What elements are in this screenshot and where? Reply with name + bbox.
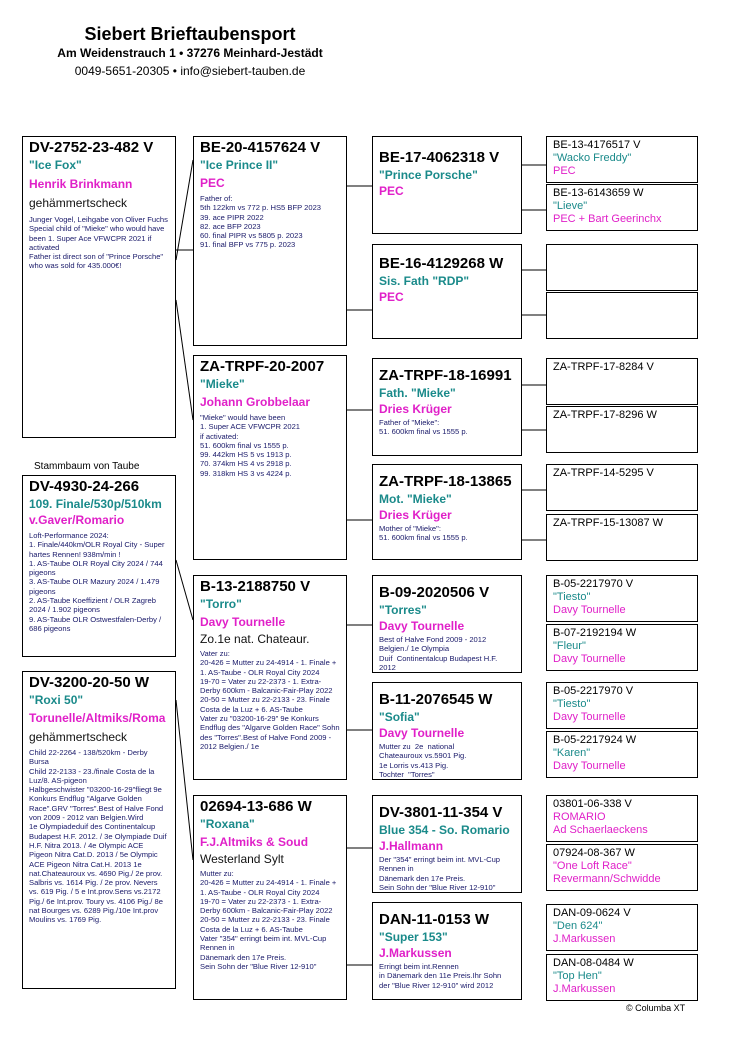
note-line: Sein Sohn der "Blue River 12-910" — [200, 961, 317, 971]
note-line: Belgien./ 1e Olympia — [379, 644, 450, 654]
dam-color: gehämmertscheck — [29, 730, 128, 744]
note-line: 19-70 = Vater zu 22-2373 - 1. Extra-Derby 600km - Balcanic-Fair-Play 2022 — [200, 896, 333, 916]
note-line: Rennen in — [379, 864, 414, 874]
notes — [379, 524, 515, 543]
note-line: if activated: — [200, 431, 239, 441]
note-line: Mutter zu 2e national — [379, 742, 455, 751]
subject-notes — [29, 215, 169, 271]
note-line: Der "354" erringt beim int. MVL-Cup — [379, 855, 501, 864]
ring-number: B-05-2217970 V — [553, 578, 634, 590]
note-line: "Mieke" would have been — [200, 413, 286, 422]
gen4-card-9[interactable] — [546, 575, 698, 622]
pigeon-name: "Karen" — [553, 747, 591, 759]
notes — [379, 635, 515, 672]
gen3-card-8[interactable] — [372, 902, 522, 1000]
ring-number: BE-16-4129268 W — [379, 255, 504, 272]
notes — [200, 649, 340, 751]
gen4-card-10[interactable] — [546, 624, 698, 671]
note-line: Father of: — [200, 194, 233, 203]
owner-name: PEC — [553, 165, 576, 177]
subject-color: gehämmertscheck — [29, 196, 128, 210]
note-line: 5th 122km vs 772 p. HS5 BFP 2023 — [200, 203, 322, 213]
ring-number: 02694-13-686 W — [200, 798, 312, 815]
owner-name: Davy Tournelle — [379, 619, 465, 633]
note-line: Dänemark den 17e Preis. — [379, 873, 466, 883]
subject-note-line: Junger Vogel, Leihgabe von Oliver Fuchs — [29, 215, 168, 224]
dam-note-line: Child 22-2133 - 23./finale Costa de la Luz/8. AS-pigeon — [29, 766, 157, 785]
owner-name: Ad Schaerlaeckens — [553, 824, 648, 836]
subject-name: "Ice Fox" — [29, 158, 82, 172]
owner-name: J.Markussen — [553, 933, 616, 945]
dam-note-line: Child 22-2264 - 138/520km - Derby Bursa — [29, 748, 150, 767]
gen4-card-7[interactable] — [546, 464, 698, 511]
sire-ring-number: DV-4930-24-266 — [29, 478, 140, 495]
owner-name: Davy Tournelle — [553, 711, 626, 723]
note-line: Chateauroux vs.5901 Pig. — [379, 751, 467, 761]
note-line: 60. final PIPR vs 5805 p. 2023 — [200, 231, 303, 241]
pigeon-name: "Tiesto" — [553, 698, 591, 710]
owner-name: Davy Tournelle — [553, 604, 626, 616]
gen4-card-12[interactable] — [546, 731, 698, 778]
notes — [200, 194, 340, 250]
ring-number: ZA-TRPF-17-8296 W — [553, 409, 657, 421]
gen2-card-1[interactable] — [193, 136, 347, 346]
gen4-card-11[interactable] — [546, 682, 698, 729]
ring-number: 07924-08-367 W — [553, 847, 635, 859]
sire-note-line: 1. AS-Taube OLR Royal City 2024 / 744 pigeons — [29, 558, 165, 578]
note-line: 99. 442km HS 5 vs 1913 p. — [200, 450, 292, 460]
gen3-card-2[interactable] — [372, 244, 522, 339]
gen4-card-2[interactable] — [546, 184, 698, 231]
note-line: 2012 — [379, 662, 396, 672]
pigeon-name: "Wacko Freddy" — [553, 152, 632, 164]
gen4-card-15[interactable] — [546, 904, 698, 951]
ring-number: ZA-TRPF-15-13087 W — [553, 517, 664, 529]
note-line: in Dänemark den 11e Preis.Ihr Sohn — [379, 971, 502, 981]
pedigree-label: Stammbaum von Taube — [34, 461, 140, 472]
gen3-card-7[interactable] — [372, 795, 522, 893]
note-line: der "Blue River 12-910" wird 2012 — [379, 980, 494, 990]
pigeon-name: "Prince Porsche" — [379, 168, 478, 182]
ring-number: DV-3801-11-354 V — [379, 804, 503, 821]
gen3-card-3[interactable] — [372, 358, 522, 456]
pigeon-name: "Super 153" — [379, 930, 448, 944]
gen3-card-5[interactable] — [372, 575, 522, 673]
note-line: Duif Continentalcup Budapest H.F. — [379, 653, 498, 663]
gen4-card-16[interactable] — [546, 954, 698, 1001]
subject-pigeon-card[interactable] — [22, 136, 176, 438]
gen4-card-14[interactable] — [546, 844, 698, 891]
pigeon-color: Zo.1e nat. Chateaur. — [200, 632, 310, 646]
gen3-card-4[interactable] — [372, 464, 522, 560]
sire-notes — [29, 531, 169, 633]
pigeon-name: Fath. "Mieke" — [379, 386, 456, 400]
note-line: Father of "Mieke": — [379, 418, 440, 427]
gen2-card-2[interactable] — [193, 355, 347, 560]
owner-name: J.Markussen — [553, 983, 616, 995]
owner-name: Revermann/Schwidde — [553, 873, 661, 885]
note-line: Mutter zu: — [200, 869, 234, 878]
ring-number: BE-17-4062318 V — [379, 149, 500, 166]
ring-number: B-11-2076545 W — [379, 691, 493, 708]
ring-number: DAN-08-0484 W — [553, 957, 634, 969]
pigeon-color: Westerland Sylt — [200, 852, 284, 866]
sire-note-line: 3. AS-Taube OLR Mazury 2024 / 1.479 pigeons — [29, 577, 162, 596]
subject-owner: Henrik Brinkmann — [29, 177, 133, 191]
gen4-card-13[interactable] — [546, 795, 698, 842]
ring-number: ZA-TRPF-18-16991 — [379, 367, 512, 384]
pigeon-name: "Torro" — [200, 597, 242, 611]
ring-number: ZA-TRPF-17-8284 V — [553, 361, 654, 373]
ring-number: ZA-TRPF-14-5295 V — [553, 467, 654, 479]
owner-name: Johann Grobbelaar — [200, 395, 311, 409]
notes — [200, 413, 340, 478]
note-line: 20-426 = Mutter zu 24-4914 - 1. Finale + 1. AS-Taube - OLR Royal City 2024 — [200, 658, 339, 677]
owner-name: Dries Krüger — [379, 402, 452, 416]
pigeon-name: "Top Hen" — [553, 970, 602, 982]
ring-number: B-05-2217970 V — [553, 685, 634, 697]
pigeon-name: "One Loft Race" — [553, 860, 632, 872]
pigeon-name: "Fleur" — [553, 640, 586, 652]
business-name: Siebert Brieftaubensport — [84, 24, 296, 44]
note-line: 99. 318km HS 3 vs 4224 p. — [200, 468, 292, 478]
sire-owner: v.Gaver/Romario — [29, 513, 125, 527]
note-line: Sein Sohn der "Blue River 12-910" — [379, 882, 496, 892]
pigeon-name: "Torres" — [379, 603, 427, 617]
note-line: 51. 600km final vs 1555 p. — [379, 533, 468, 543]
owner-name: PEC — [200, 176, 225, 190]
owner-name: Dries Krüger — [379, 508, 452, 522]
dam-pigeon-card[interactable] — [22, 671, 176, 989]
pigeon-name: "Roxana" — [200, 817, 255, 831]
note-line: 82. ace BFP 2023 — [200, 221, 261, 231]
note-line: 70. 374km HS 4 vs 2918 p. — [200, 459, 292, 469]
note-line: 20-426 = Mutter zu 24-4914 - 1. Finale + 1. AS-Taube - OLR Royal City 2024 — [200, 878, 339, 897]
owner-name: J.Hallmann — [379, 839, 444, 853]
ring-number: ZA-TRPF-18-13865 — [379, 473, 512, 490]
sire-note-line: 2. AS-Taube Koeffizient / OLR Zagreb 2024 / 1.902 pigeons — [29, 596, 159, 615]
note-line: 1e Lorris vs.413 Pig. — [379, 760, 449, 770]
ring-number: 03801-06-338 V — [553, 798, 632, 810]
subject-ring-number: DV-2752-23-482 V — [29, 139, 154, 156]
note-line: Vater "354" erringt beim int. MVL-Cup Rennen in — [200, 934, 329, 953]
sire-name: 109. Finale/530p/510km — [29, 497, 162, 511]
pigeon-name: "Mieke" — [200, 377, 245, 391]
note-line: 91. final BFP vs 775 p. 2023 — [200, 240, 296, 250]
dam-note-line: 1e Olympiadeduif des Continentalcup Budapest H.F. 2012. / 3e Olympiade Duif H.F. Nitra 2013. / 4e Olympic ACE Pigeon Nitra Cat.D. 2013 / 5e Olympic ACE Pigeon Nitra Cat.H. 2013 1e nat.Chateauroux vs. 4690 Pig./ 2e prov. Salbris vs. 1614 Pig. / 2e prov. Nevers vs. 619 Pig. / 5 e Int.prov.Sens vs.2172 Pig./ 6e Int.prov. Toury vs. 4106 Pig./ 8e nat Bourges vs. 6289 Pig./10e Int.prov Moulins vs. 1769 Pig. — [29, 822, 169, 925]
notes — [379, 855, 515, 892]
pigeon-name: "Den 624" — [553, 920, 603, 932]
note-line: 20-50 = Mutter zu 22-2133 - 23. Finale Costa de la Luz + 6. AS-Taube — [200, 915, 332, 934]
pigeon-name: Mot. "Mieke" — [379, 492, 452, 506]
dam-name: "Roxi 50" — [29, 693, 84, 707]
sire-note-line: Loft-Performance 2024: — [29, 531, 109, 540]
owner-name: PEC + Bart Geerinchx — [553, 213, 662, 225]
note-line: 1. Super ACE VFWCPR 2021 — [200, 422, 301, 432]
gen4-card-3[interactable] — [546, 244, 698, 291]
subject-note-line: Special child of "Mieke" who would have been 1. Super Ace VFWCPR 2021 if activated — [29, 224, 167, 252]
gen4-card-8[interactable] — [546, 514, 698, 561]
ring-number: BE-13-6143659 W — [553, 187, 644, 199]
owner-name: Davy Tournelle — [379, 726, 465, 740]
notes — [379, 418, 515, 437]
notes — [200, 869, 340, 971]
note-line: Best of Halve Fond 2009 - 2012 — [379, 635, 487, 644]
ring-number: ZA-TRPF-20-2007 — [200, 358, 325, 375]
owner-name: PEC — [379, 184, 404, 198]
ring-number: DAN-11-0153 W — [379, 911, 490, 928]
gen4-card-5[interactable] — [546, 358, 698, 405]
note-line: 20-50 = Mutter zu 22-2133 - 23. Finale Costa de la Luz + 6. AS-Taube — [200, 695, 332, 714]
pigeon-name: "Sofia" — [379, 710, 420, 724]
copyright-footer: © Columba XT — [626, 1003, 686, 1013]
ring-number: DAN-09-0624 V — [553, 907, 631, 919]
dam-note-line: Halbgeschwister "03200-16-29"fliegt 9e Konkurs Endflug "Algarve Golden Race".GRV "Torres".Best of Halve Fond von 2009 - 2012 van Belgien.Wird — [29, 785, 166, 823]
pigeon-name: "Tiesto" — [553, 591, 591, 603]
pigeon-name: "Lieve" — [553, 200, 588, 212]
gen2-card-4[interactable] — [193, 795, 347, 1000]
pigeon-name: Blue 354 - So. Romario — [379, 823, 510, 837]
pigeon-name: Sis. Fath "RDP" — [379, 274, 470, 288]
notes — [379, 962, 515, 990]
ring-number: B-05-2217924 W — [553, 734, 637, 746]
notes — [379, 742, 515, 779]
owner-name: Davy Tournelle — [553, 653, 626, 665]
note-line: Tochter "Torres" — [379, 769, 435, 779]
note-line: Vater zu "03200-16-29" 9e Konkurs Endflug des "Algarve Golden Race" Sohn des "Torres".Best of Halve Fond 2009 - 2012 Belgien./ 1e — [200, 714, 342, 751]
owner-name: F.J.Altmiks & Soud — [200, 835, 309, 849]
ring-number: B-13-2188750 V — [200, 578, 311, 595]
sire-note-line: 1. Finale/440km/OLR Royal City - Super hartes Rennen! 938m/min ! — [29, 540, 167, 559]
dam-notes — [29, 748, 169, 925]
gen3-card-6[interactable] — [372, 682, 522, 780]
note-line: 51. 600km final vs 1555 p. — [200, 440, 289, 450]
gen3-card-1[interactable] — [372, 136, 522, 234]
subject-note-line: Father ist direct son of "Prince Porsche" who was sold for 435.000€! — [29, 252, 166, 271]
note-line: 19-70 = Vater zu 22-2373 - 1. Extra-Derby 600km - Balcanic-Fair-Play 2022 — [200, 676, 333, 696]
note-line: Vater zu: — [200, 649, 230, 658]
business-contact: 0049-5651-20305 • info@siebert-tauben.de — [74, 64, 306, 78]
owner-name: Davy Tournelle — [553, 760, 626, 772]
gen4-card-6[interactable] — [546, 406, 698, 453]
note-line: Mother of "Mieke": — [379, 524, 441, 533]
gen4-card-4[interactable] — [546, 292, 698, 339]
pigeon-name: ROMARIO — [553, 811, 606, 823]
business-address: Am Weidenstrauch 1 • 37276 Meinhard-Jestädt — [57, 46, 323, 60]
owner-name: Davy Tournelle — [200, 615, 286, 629]
note-line: 39. ace PIPR 2022 — [200, 212, 264, 222]
dam-owner: Torunelle/Altmiks/Roma — [29, 711, 166, 725]
owner-name: J.Markussen — [379, 946, 452, 960]
note-line: Dänemark den 17e Preis. — [200, 952, 287, 962]
sire-note-line: 9. AS-Taube OLR Ostwestfalen-Derby / 686 pigeons — [29, 614, 164, 633]
dam-ring-number: DV-3200-20-50 W — [29, 674, 150, 691]
gen4-card-1[interactable] — [546, 136, 698, 183]
gen2-card-3[interactable] — [193, 575, 347, 780]
note-line: 51. 600km final vs 1555 p. — [379, 427, 468, 437]
note-line: Erringt beim int.Rennen — [379, 962, 459, 971]
ring-number: B-07-2192194 W — [553, 627, 637, 639]
ring-number: BE-20-4157624 V — [200, 139, 321, 156]
ring-number: B-09-2020506 V — [379, 584, 490, 601]
owner-name: PEC — [379, 290, 404, 304]
sire-pigeon-card[interactable] — [22, 475, 176, 657]
pigeon-name: "Ice Prince II" — [200, 158, 279, 172]
ring-number: BE-13-4176517 V — [553, 139, 641, 151]
